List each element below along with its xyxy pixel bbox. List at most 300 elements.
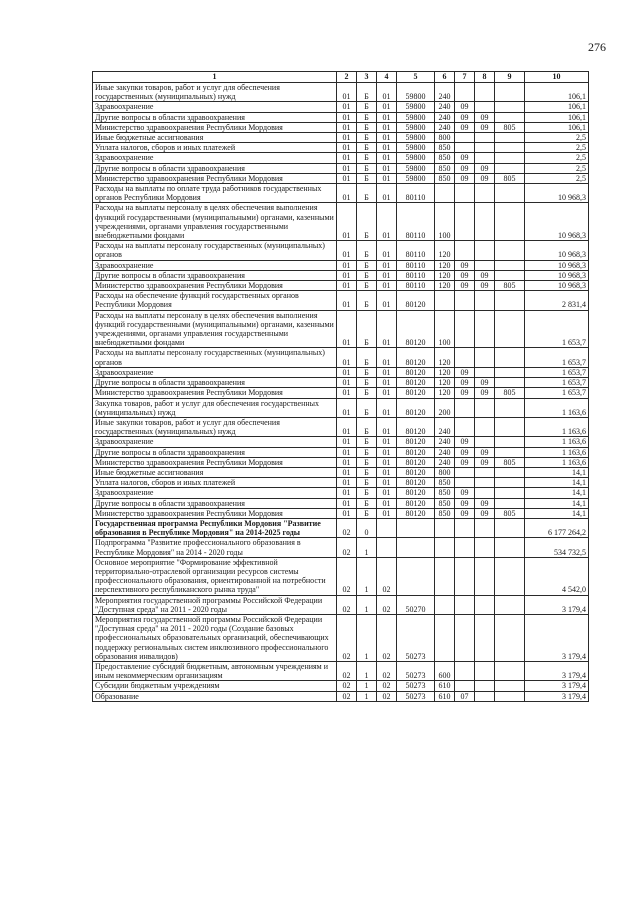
code-cell [495, 681, 525, 691]
code-cell: Б [357, 173, 377, 183]
column-header: 1 [93, 72, 337, 83]
code-cell: 01 [377, 398, 397, 417]
table-row [93, 417, 589, 436]
code-cell: 01 [337, 133, 357, 143]
code-cell: 01 [377, 112, 397, 122]
code-cell [475, 595, 495, 614]
code-cell [455, 291, 475, 310]
code-cell: 120 [435, 348, 455, 367]
code-cell [455, 614, 475, 661]
code-cell: 805 [495, 173, 525, 183]
code-cell: 09 [455, 122, 475, 132]
code-cell: 01 [337, 122, 357, 132]
code-cell [455, 241, 475, 260]
code-cell: 100 [435, 203, 455, 241]
code-cell: Б [357, 378, 377, 388]
column-header: 8 [475, 72, 495, 83]
code-cell: 01 [337, 143, 357, 153]
table-row [93, 498, 589, 508]
table-row [93, 681, 589, 691]
code-cell: 1 [357, 691, 377, 701]
table-row [93, 281, 589, 291]
code-cell: 01 [337, 498, 357, 508]
row-name: Мероприятия государственной программы Российской Федерации "Доступная среда" на 2011 - 2020 годы (Создание базовых профессиональных образовательных организаций, обеспечивающих поддержку региональных систем инклюзивного профессионального образования инвалидов) [93, 614, 337, 661]
table-row [93, 478, 589, 488]
row-name: Расходы на выплаты по оплате труда работников государственных органов Республики Мордовия [93, 184, 337, 203]
code-cell: Б [357, 467, 377, 477]
amount-cell: 106,1 [525, 112, 589, 122]
code-cell: 02 [337, 595, 357, 614]
code-cell: Б [357, 270, 377, 280]
code-cell: 1 [357, 557, 377, 595]
code-cell [475, 184, 495, 203]
amount-cell: 3 179,4 [525, 691, 589, 701]
code-cell [495, 595, 525, 614]
code-cell [495, 143, 525, 153]
budget-table [92, 71, 589, 702]
code-cell: 01 [337, 508, 357, 518]
code-cell [495, 398, 525, 417]
amount-cell: 10 968,3 [525, 260, 589, 270]
code-cell: 850 [435, 478, 455, 488]
code-cell: 01 [337, 447, 357, 457]
code-cell [495, 614, 525, 661]
table-row [93, 163, 589, 173]
code-cell: 09 [475, 457, 495, 467]
amount-cell: 1 163,6 [525, 447, 589, 457]
code-cell: 02 [337, 518, 357, 537]
code-cell: 610 [435, 691, 455, 701]
code-cell [495, 538, 525, 557]
table-row [93, 467, 589, 477]
code-cell: 01 [377, 133, 397, 143]
code-cell: 1 [357, 538, 377, 557]
amount-cell: 6 177 264,2 [525, 518, 589, 537]
code-cell: 59800 [397, 102, 435, 112]
code-cell [377, 538, 397, 557]
code-cell: 80120 [397, 457, 435, 467]
code-cell: 80120 [397, 488, 435, 498]
code-cell: 01 [337, 310, 357, 348]
code-cell: 1 [357, 681, 377, 691]
code-cell: 09 [455, 388, 475, 398]
code-cell: 80110 [397, 281, 435, 291]
code-cell: 09 [475, 508, 495, 518]
code-cell: 80120 [397, 478, 435, 488]
code-cell [397, 518, 435, 537]
code-cell [495, 102, 525, 112]
column-header: 9 [495, 72, 525, 83]
code-cell: 80120 [397, 388, 435, 398]
code-cell: 59800 [397, 153, 435, 163]
code-cell: 850 [435, 488, 455, 498]
code-cell [455, 518, 475, 537]
code-cell [435, 614, 455, 661]
code-cell: 01 [337, 348, 357, 367]
amount-cell: 2,5 [525, 133, 589, 143]
code-cell: 80120 [397, 447, 435, 457]
row-name: Уплата налогов, сборов и иных платежей [93, 143, 337, 153]
code-cell [495, 83, 525, 102]
code-cell: 80120 [397, 417, 435, 436]
code-cell: 01 [337, 437, 357, 447]
code-cell: 805 [495, 508, 525, 518]
code-cell [495, 447, 525, 457]
code-cell [475, 467, 495, 477]
code-cell: 09 [475, 112, 495, 122]
code-cell: Б [357, 203, 377, 241]
code-cell [495, 417, 525, 436]
code-cell [495, 184, 525, 203]
code-cell: 09 [475, 173, 495, 183]
code-cell [475, 291, 495, 310]
amount-cell: 1 163,6 [525, 417, 589, 436]
row-name: Иные закупки товаров, работ и услуг для обеспечения государственных (муниципальных) нужд [93, 417, 337, 436]
table-row [93, 291, 589, 310]
amount-cell: 10 968,3 [525, 184, 589, 203]
code-cell [495, 203, 525, 241]
code-cell: 100 [435, 310, 455, 348]
code-cell: 09 [455, 112, 475, 122]
amount-cell: 2,5 [525, 163, 589, 173]
code-cell: 59800 [397, 163, 435, 173]
row-name: Расходы на выплаты персоналу государственных (муниципальных) органов [93, 241, 337, 260]
code-cell: 01 [377, 508, 397, 518]
table-row [93, 241, 589, 260]
code-cell [475, 417, 495, 436]
code-cell: 02 [377, 661, 397, 680]
table-row [93, 457, 589, 467]
code-cell [475, 241, 495, 260]
code-cell [495, 348, 525, 367]
row-name: Здравоохранение [93, 102, 337, 112]
code-cell [495, 691, 525, 701]
code-cell: 09 [455, 173, 475, 183]
row-name: Другие вопросы в области здравоохранения [93, 498, 337, 508]
code-cell [475, 661, 495, 680]
amount-cell: 10 968,3 [525, 281, 589, 291]
code-cell: 805 [495, 457, 525, 467]
amount-cell: 14,1 [525, 467, 589, 477]
code-cell: 59800 [397, 143, 435, 153]
code-cell: 80120 [397, 291, 435, 310]
code-cell [495, 488, 525, 498]
code-cell [495, 153, 525, 163]
code-cell: Б [357, 112, 377, 122]
code-cell: 01 [377, 378, 397, 388]
code-cell: 80110 [397, 241, 435, 260]
code-cell [495, 163, 525, 173]
table-row [93, 661, 589, 680]
code-cell: 120 [435, 388, 455, 398]
code-cell [455, 478, 475, 488]
code-cell: 02 [337, 681, 357, 691]
code-cell: 80120 [397, 310, 435, 348]
code-cell: 01 [377, 291, 397, 310]
code-cell [475, 102, 495, 112]
amount-cell: 106,1 [525, 122, 589, 132]
table-row [93, 122, 589, 132]
code-cell: 01 [377, 367, 397, 377]
code-cell: 09 [455, 163, 475, 173]
code-cell: 01 [337, 467, 357, 477]
table-row [93, 518, 589, 537]
code-cell: 1 [357, 614, 377, 661]
code-cell: 01 [337, 112, 357, 122]
code-cell [475, 557, 495, 595]
code-cell: 01 [337, 153, 357, 163]
row-name: Расходы на выплаты персоналу в целях обеспечения выполнения функций государственными (муниципальными) органами, казенными учреждениями, органами управления государственными внебюджетными фондами [93, 310, 337, 348]
amount-cell: 14,1 [525, 508, 589, 518]
code-cell [455, 184, 475, 203]
code-cell [475, 614, 495, 661]
row-name: Иные бюджетные ассигнования [93, 467, 337, 477]
code-cell [397, 538, 435, 557]
column-header: 4 [377, 72, 397, 83]
code-cell: 01 [377, 457, 397, 467]
code-cell [475, 260, 495, 270]
code-cell: 09 [455, 281, 475, 291]
code-cell [495, 310, 525, 348]
code-cell [495, 557, 525, 595]
code-cell: 80110 [397, 184, 435, 203]
code-cell [397, 557, 435, 595]
code-cell: 850 [435, 143, 455, 153]
code-cell: 09 [475, 163, 495, 173]
code-cell: 01 [377, 498, 397, 508]
amount-cell: 3 179,4 [525, 595, 589, 614]
code-cell: Б [357, 281, 377, 291]
code-cell: 02 [377, 557, 397, 595]
amount-cell: 2,5 [525, 153, 589, 163]
code-cell: 09 [475, 378, 495, 388]
row-name: Основное мероприятие "Формирование эффективной территориально-отраслевой организации ресурсов системы профессионального образования, ориентированной на потребности перспективного республиканского рынка труда" [93, 557, 337, 595]
code-cell [475, 488, 495, 498]
amount-cell: 14,1 [525, 498, 589, 508]
code-cell: 02 [337, 691, 357, 701]
code-cell: 01 [377, 102, 397, 112]
code-cell: 120 [435, 241, 455, 260]
amount-cell: 1 653,7 [525, 367, 589, 377]
amount-cell: 106,1 [525, 102, 589, 112]
code-cell [475, 310, 495, 348]
code-cell: 80110 [397, 260, 435, 270]
code-cell [455, 348, 475, 367]
code-cell [495, 367, 525, 377]
code-cell [455, 310, 475, 348]
code-cell: Б [357, 260, 377, 270]
row-name: Закупка товаров, работ и услуг для обеспечения государственных (муниципальных) нужд [93, 398, 337, 417]
table-row [93, 538, 589, 557]
code-cell: 01 [337, 457, 357, 467]
row-name: Образование [93, 691, 337, 701]
code-cell: 1 [357, 595, 377, 614]
code-cell: 01 [377, 281, 397, 291]
row-name: Подпрограмма "Развитие профессионального образования в Республике Мордовия" на 2014 - 2020 годы [93, 538, 337, 557]
code-cell: 01 [377, 173, 397, 183]
code-cell: 01 [337, 367, 357, 377]
row-name: Расходы на выплаты персоналу в целях обеспечения выполнения функций государственными (муниципальными) органами, казенными учреждениями, органами управления государственными внебюджетными фондами [93, 203, 337, 241]
code-cell: 09 [475, 122, 495, 132]
code-cell: 850 [435, 173, 455, 183]
code-cell [435, 557, 455, 595]
row-name: Другие вопросы в области здравоохранения [93, 112, 337, 122]
table-row [93, 378, 589, 388]
row-name: Иные бюджетные ассигнования [93, 133, 337, 143]
column-header: 6 [435, 72, 455, 83]
table-row [93, 557, 589, 595]
table-row [93, 398, 589, 417]
code-cell: 240 [435, 112, 455, 122]
table-row [93, 173, 589, 183]
code-cell: 01 [337, 398, 357, 417]
amount-cell: 10 968,3 [525, 241, 589, 260]
code-cell: 01 [337, 173, 357, 183]
code-cell: 805 [495, 122, 525, 132]
row-name: Министерство здравоохранения Республики Мордовия [93, 508, 337, 518]
code-cell [435, 518, 455, 537]
amount-cell: 2,5 [525, 143, 589, 153]
row-name: Предоставление субсидий бюджетным, автономным учреждениям и иным некоммерческим организациям [93, 661, 337, 680]
code-cell: 01 [377, 153, 397, 163]
code-cell: 09 [455, 153, 475, 163]
code-cell [475, 398, 495, 417]
code-cell: Б [357, 388, 377, 398]
code-cell [435, 184, 455, 203]
table-row [93, 447, 589, 457]
table-row [93, 437, 589, 447]
code-cell: 09 [455, 498, 475, 508]
code-cell: 600 [435, 661, 455, 680]
code-cell: 01 [337, 281, 357, 291]
code-cell: 01 [377, 143, 397, 153]
amount-cell: 1 653,7 [525, 310, 589, 348]
code-cell: 01 [377, 310, 397, 348]
code-cell: 01 [337, 83, 357, 102]
code-cell [495, 478, 525, 488]
code-cell: Б [357, 241, 377, 260]
code-cell: 800 [435, 133, 455, 143]
code-cell [455, 557, 475, 595]
row-name: Другие вопросы в области здравоохранения [93, 378, 337, 388]
table-row [93, 102, 589, 112]
code-cell: 02 [377, 614, 397, 661]
amount-cell: 3 179,4 [525, 661, 589, 680]
code-cell: 850 [435, 153, 455, 163]
code-cell: 09 [455, 378, 475, 388]
code-cell: 59800 [397, 173, 435, 183]
code-cell [495, 260, 525, 270]
row-name: Расходы на выплаты персоналу государственных (муниципальных) органов [93, 348, 337, 367]
code-cell: 01 [377, 260, 397, 270]
code-cell: 01 [377, 203, 397, 241]
code-cell: 240 [435, 83, 455, 102]
code-cell: 59800 [397, 83, 435, 102]
code-cell: 50270 [397, 595, 435, 614]
code-cell [435, 538, 455, 557]
code-cell: 610 [435, 681, 455, 691]
code-cell: 240 [435, 447, 455, 457]
code-cell: 01 [377, 488, 397, 498]
code-cell: 01 [377, 122, 397, 132]
code-cell: 09 [455, 457, 475, 467]
code-cell [495, 241, 525, 260]
code-cell [455, 203, 475, 241]
code-cell: 09 [455, 437, 475, 447]
code-cell: Б [357, 153, 377, 163]
code-cell [495, 661, 525, 680]
code-cell: 01 [377, 437, 397, 447]
code-cell: 01 [377, 83, 397, 102]
code-cell: Б [357, 143, 377, 153]
code-cell: 240 [435, 437, 455, 447]
code-cell: 0 [357, 518, 377, 537]
row-name: Субсидии бюджетным учреждениям [93, 681, 337, 691]
code-cell [495, 437, 525, 447]
code-cell [475, 538, 495, 557]
code-cell [495, 498, 525, 508]
code-cell: 01 [337, 184, 357, 203]
code-cell: 80120 [397, 348, 435, 367]
code-cell: 01 [377, 388, 397, 398]
row-name: Уплата налогов, сборов и иных платежей [93, 478, 337, 488]
table-row [93, 270, 589, 280]
code-cell [475, 143, 495, 153]
row-name: Другие вопросы в области здравоохранения [93, 163, 337, 173]
code-cell: Б [357, 398, 377, 417]
code-cell: 01 [337, 478, 357, 488]
code-cell [475, 518, 495, 537]
code-cell: 09 [455, 102, 475, 112]
code-cell: 01 [377, 348, 397, 367]
table-row [93, 112, 589, 122]
code-cell: 09 [455, 270, 475, 280]
code-cell: 09 [455, 447, 475, 457]
code-cell: 805 [495, 281, 525, 291]
code-cell: 01 [337, 417, 357, 436]
code-cell [475, 153, 495, 163]
table-row [93, 260, 589, 270]
code-cell: 80120 [397, 467, 435, 477]
table-row [93, 153, 589, 163]
code-cell: 50273 [397, 681, 435, 691]
code-cell: 80120 [397, 398, 435, 417]
code-cell [435, 595, 455, 614]
amount-cell: 1 163,6 [525, 398, 589, 417]
row-name: Здравоохранение [93, 260, 337, 270]
code-cell: Б [357, 348, 377, 367]
code-cell [455, 83, 475, 102]
amount-cell: 1 653,7 [525, 388, 589, 398]
code-cell: 07 [455, 691, 475, 701]
code-cell: 02 [377, 681, 397, 691]
table-row [93, 388, 589, 398]
table-row [93, 488, 589, 498]
amount-cell: 2 831,4 [525, 291, 589, 310]
row-name: Расходы на обеспечение функций государственных органов Республики Мордовия [93, 291, 337, 310]
table-row [93, 143, 589, 153]
code-cell: 850 [435, 163, 455, 173]
code-cell [455, 417, 475, 436]
code-cell [495, 112, 525, 122]
amount-cell: 1 653,7 [525, 378, 589, 388]
code-cell: 80110 [397, 203, 435, 241]
code-cell: 80120 [397, 378, 435, 388]
amount-cell: 1 163,6 [525, 437, 589, 447]
code-cell: 50273 [397, 661, 435, 680]
code-cell: 01 [337, 102, 357, 112]
amount-cell: 14,1 [525, 478, 589, 488]
